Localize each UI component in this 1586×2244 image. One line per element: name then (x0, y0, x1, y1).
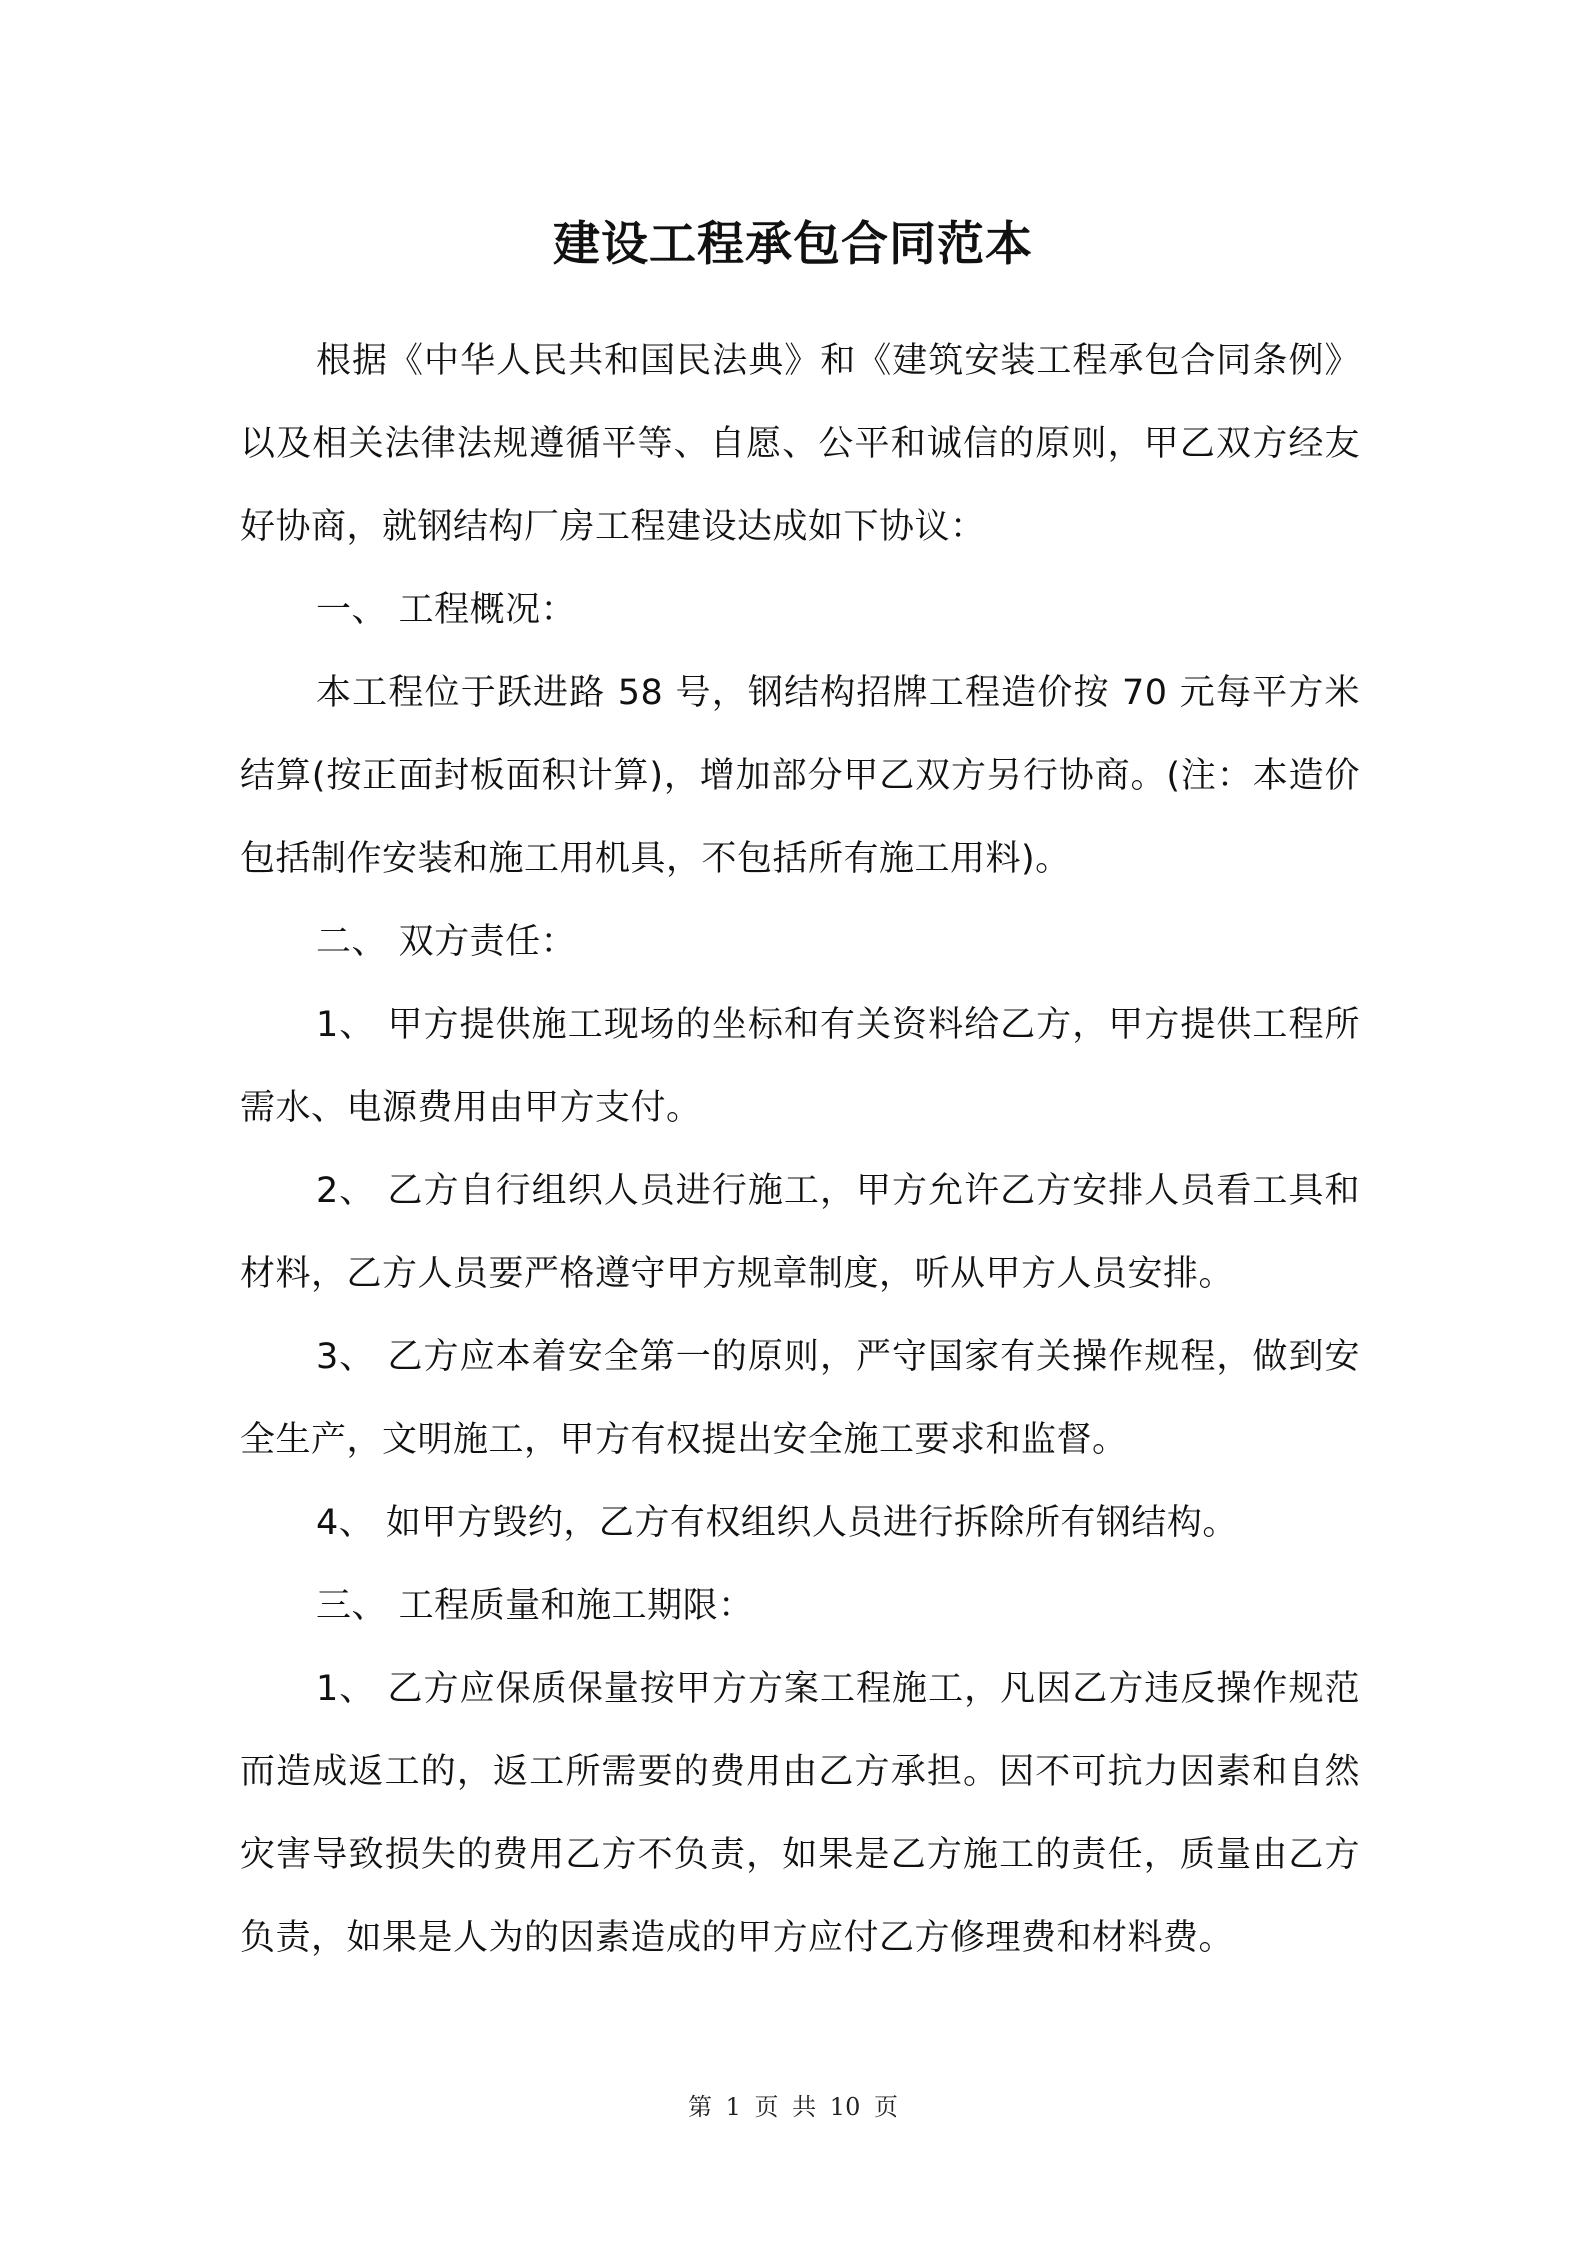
page-footer: 第 1 页 共 10 页 (688, 2093, 898, 2121)
document-title: 建设工程承包合同范本 (553, 217, 1033, 272)
paragraph-overview: 本工程位于跃进路 58 号，钢结构招牌工程造价按 70 元每平方米结算(按正面封板面积计算)，增加部分甲乙双方另行协商。(注：本造价包括制作安装和施工用机具，不包括所有施工用料)。 (240, 673, 1360, 879)
section-heading-1: 一、 工程概况： (316, 590, 577, 630)
clause-2-3: 3、 乙方应本着安全第一的原则，严守国家有关操作规程，做到安全生产，文明施工，甲方有权提出安全施工要求和监督。 (240, 1337, 1360, 1460)
document-body (240, 320, 1360, 1980)
clause-3-1: 1、 乙方应保质保量按甲方方案工程施工，凡因乙方违反操作规范而造成返工的，返工所需要的费用由乙方承担。因不可抗力因素和自然灾害导致损失的费用乙方不负责，如果是乙方施工的责任，质量由乙方负责，如果是人为的因素造成的甲方应付乙方修理费和材料费。 (240, 1669, 1360, 1958)
section-heading-3: 三、 工程质量和施工期限： (316, 1586, 754, 1626)
clause-2-4: 4、 如甲方毁约，乙方有权组织人员进行拆除所有钢结构。 (316, 1503, 1238, 1543)
clause-2-2: 2、 乙方自行组织人员进行施工，甲方允许乙方安排人员看工具和材料，乙方人员要严格遵守甲方规章制度，听从甲方人员安排。 (240, 1171, 1360, 1294)
clause-2-1: 1、 甲方提供施工现场的坐标和有关资料给乙方，甲方提供工程所需水、电源费用由甲方支付。 (240, 1005, 1360, 1128)
paragraph-intro: 根据《中华人民共和国民法典》和《建筑安装工程承包合同条例》以及相关法律法规遵循平等、自愿、公平和诚信的原则，甲乙双方经友好协商，就钢结构厂房工程建设达成如下协议： (240, 341, 1360, 547)
section-heading-2: 二、 双方责任： (316, 922, 577, 962)
